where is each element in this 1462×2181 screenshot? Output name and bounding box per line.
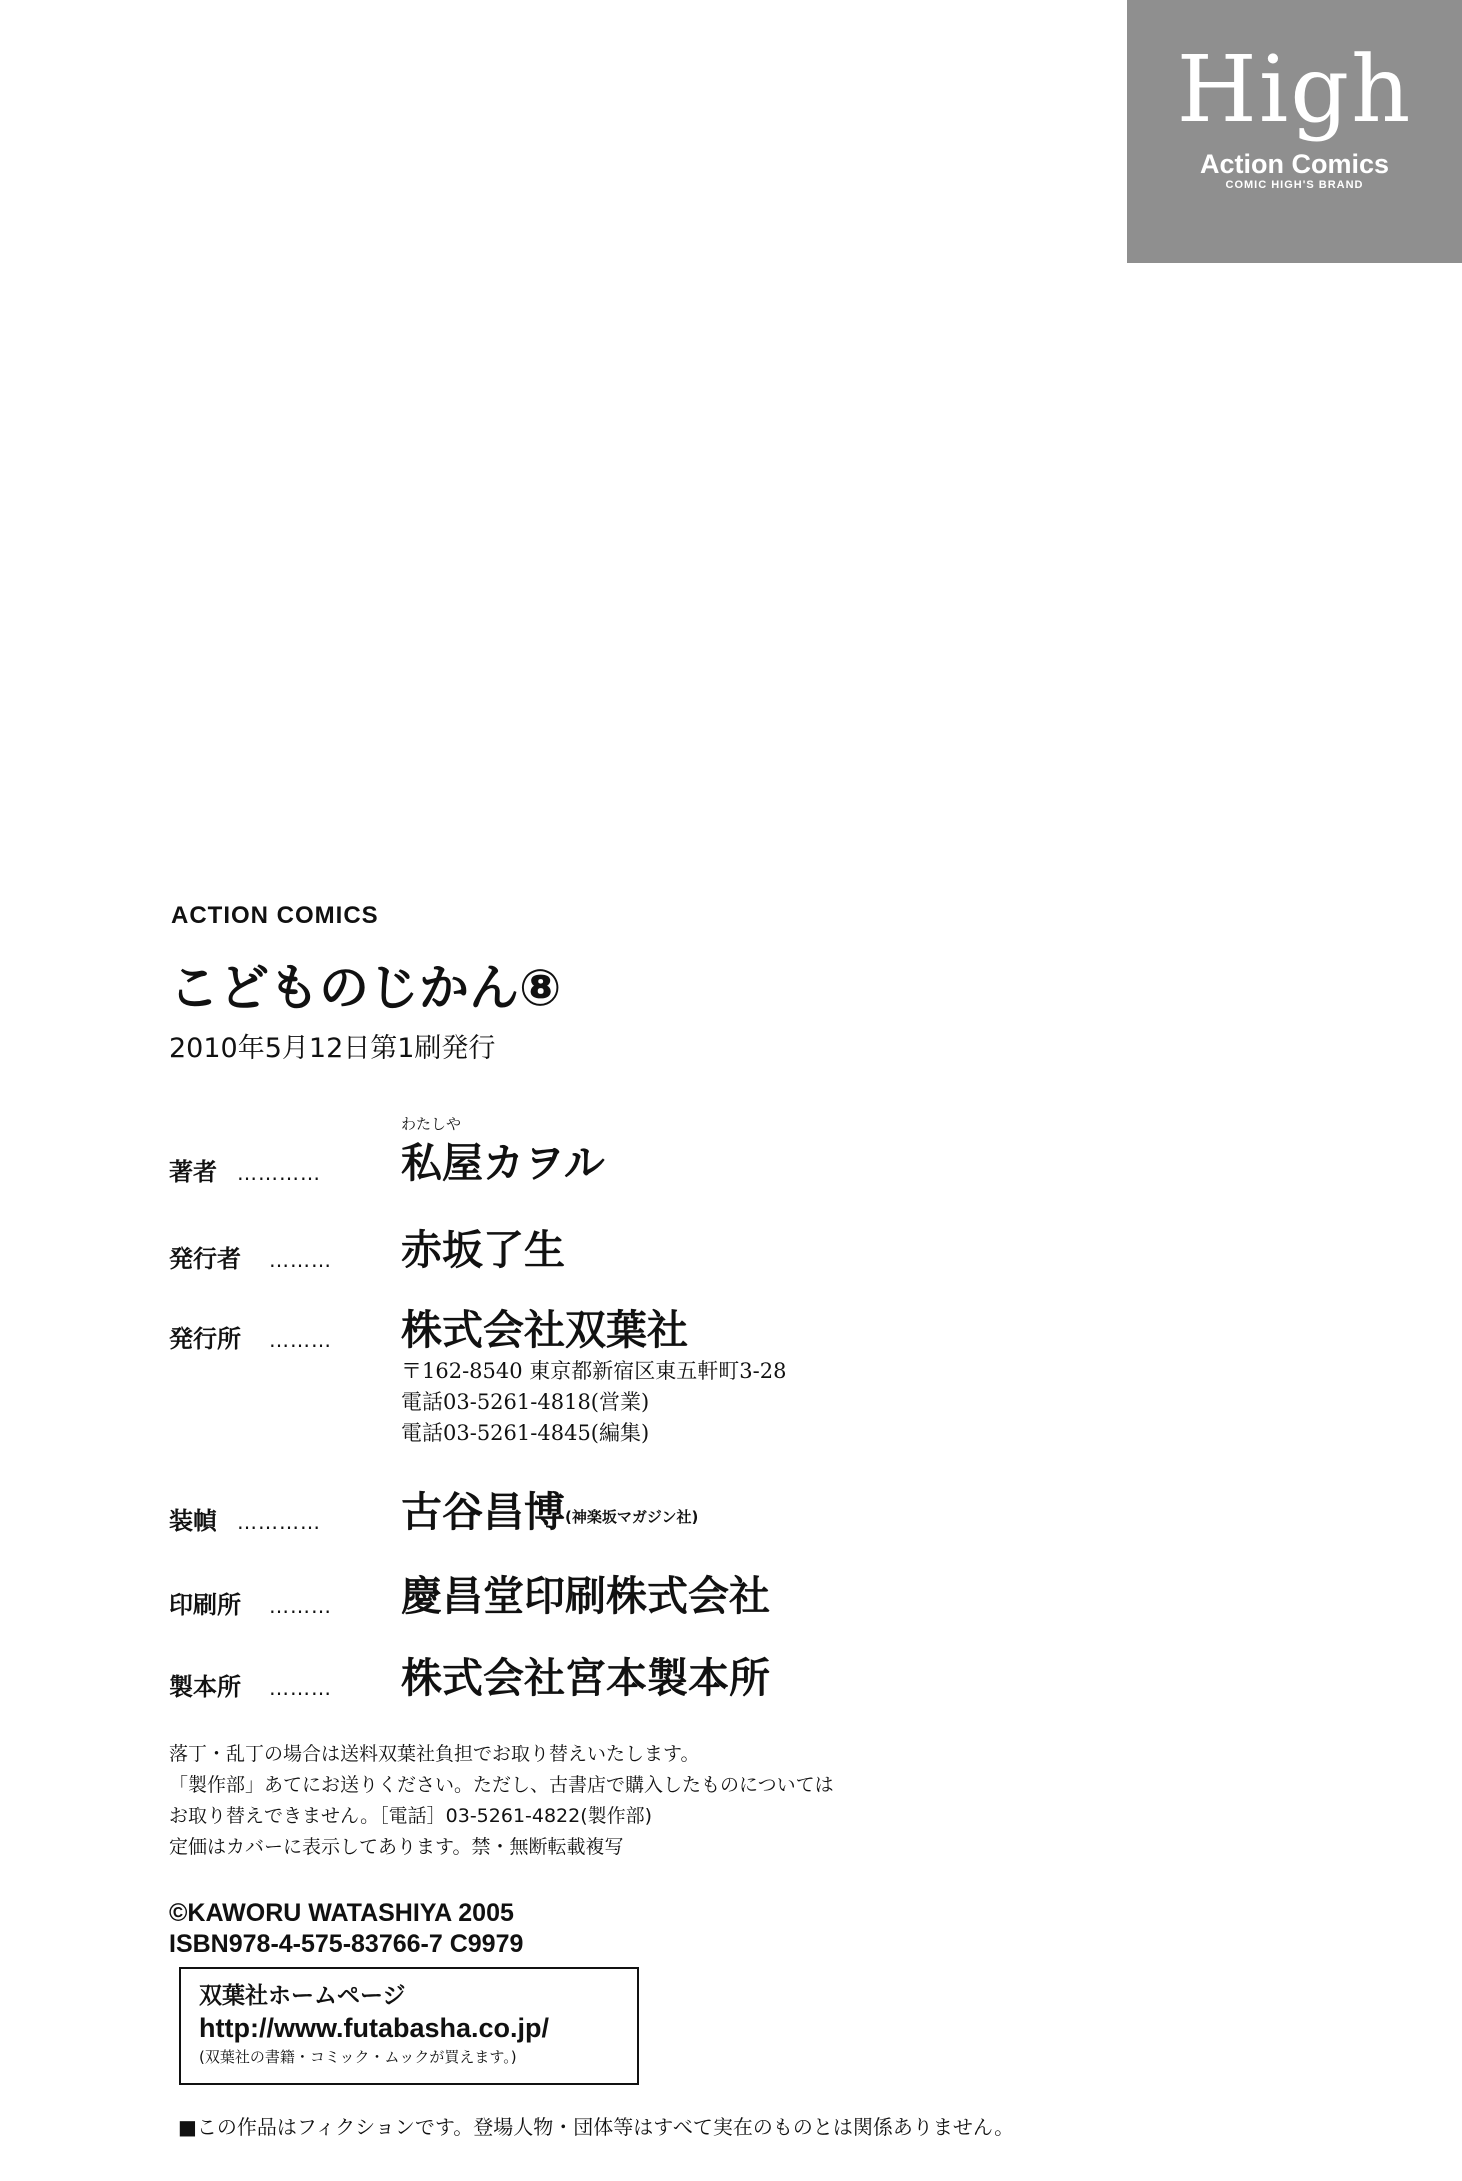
- fiction-disclaimer: ■この作品はフィクションです。登場人物・団体等はすべて実在のものとは関係ありません。: [178, 2115, 1015, 2139]
- issue-date: 2010年5月12日第1刷発行: [169, 1033, 496, 1064]
- copyright-block: [169, 1898, 523, 1960]
- copyright-text: ©KAWORU WATASHIYA 2005: [169, 1899, 514, 1927]
- brand-high-text: High: [1176, 36, 1413, 143]
- credit-label: 著者: [169, 1158, 217, 1186]
- credit-value: [401, 1138, 605, 1193]
- credit-label: 発行所: [169, 1325, 241, 1353]
- publisher-address: [401, 1356, 786, 1449]
- homepage-label: 双葉社ホームページ: [199, 1983, 406, 2009]
- notice-line: 落丁・乱丁の場合は送料双葉社負担でお取り替えいたします。: [169, 1743, 700, 1765]
- notice-line: お取り替えできません。［電話］03-5261-4822(製作部): [169, 1805, 653, 1827]
- credit-value-text: 私屋カヲル: [401, 1139, 605, 1187]
- credit-leader-dots: …………: [237, 1161, 321, 1185]
- homepage-url-link[interactable]: http://www.futabasha.co.jp/: [199, 2013, 549, 2043]
- credit-label: 発行者: [169, 1245, 241, 1273]
- homepage-note: (双葉社の書籍・コミック・ムックが買えます。): [199, 2048, 517, 2066]
- credit-row-printer: [169, 1566, 1069, 1626]
- homepage-box: [179, 1967, 639, 2085]
- credit-leader-dots: ………: [269, 1676, 332, 1700]
- credit-row-design: [169, 1482, 1069, 1542]
- brand-logo-box: [1127, 0, 1462, 263]
- credit-value-text: 古谷昌博: [401, 1488, 565, 1536]
- address-line: 〒162-8540 東京都新宿区東五軒町3-28: [401, 1359, 787, 1383]
- series-name: ACTION COMICS: [171, 902, 379, 929]
- credit-value: [401, 1653, 770, 1708]
- credit-value-text: 株式会社宮本製本所: [401, 1654, 770, 1702]
- book-title: こどものじかん⑧: [169, 959, 562, 1017]
- brand-action-comics-text: Action Comics: [1199, 149, 1390, 179]
- credit-row-author: [169, 1133, 1069, 1193]
- credit-value: [401, 1571, 770, 1626]
- phone-editorial-line: 電話03-5261-4845(編集): [401, 1421, 650, 1445]
- credit-leader-dots: ………: [269, 1328, 332, 1352]
- credit-row-publisher: [169, 1300, 1069, 1360]
- credit-leader-dots: …………: [237, 1510, 321, 1534]
- credit-leader-dots: ………: [269, 1594, 332, 1618]
- replacement-notice: [169, 1739, 834, 1863]
- credit-row-publisher-person: [169, 1220, 1069, 1280]
- credit-note: (神楽坂マガジン社): [565, 1508, 699, 1526]
- credit-value-text: 慶昌堂印刷株式会社: [401, 1572, 770, 1620]
- credit-value-text: 赤坂了生: [401, 1226, 565, 1274]
- credit-value-text: 株式会社双葉社: [401, 1306, 688, 1354]
- credit-label: 装幀: [169, 1507, 217, 1535]
- credit-leader-dots: ………: [269, 1248, 332, 1272]
- brand-subtitle-text: COMIC HIGH'S BRAND: [1225, 179, 1364, 191]
- author-furigana: わたしや: [401, 1115, 462, 1133]
- credit-label: 印刷所: [169, 1591, 241, 1619]
- notice-line: 定価はカバーに表示してあります。禁・無断転載複写: [169, 1836, 624, 1858]
- phone-sales-line: 電話03-5261-4818(営業): [401, 1390, 650, 1414]
- credit-label: 製本所: [169, 1673, 241, 1701]
- credit-row-binder: [169, 1648, 1069, 1708]
- notice-line: 「製作部」あてにお送りください。ただし、古書店で購入したものについては: [169, 1774, 834, 1796]
- credit-value: [401, 1487, 698, 1542]
- isbn-text: ISBN978-4-575-83766-7 C9979: [169, 1930, 524, 1958]
- credit-value: [401, 1225, 565, 1280]
- credit-value: [401, 1305, 688, 1360]
